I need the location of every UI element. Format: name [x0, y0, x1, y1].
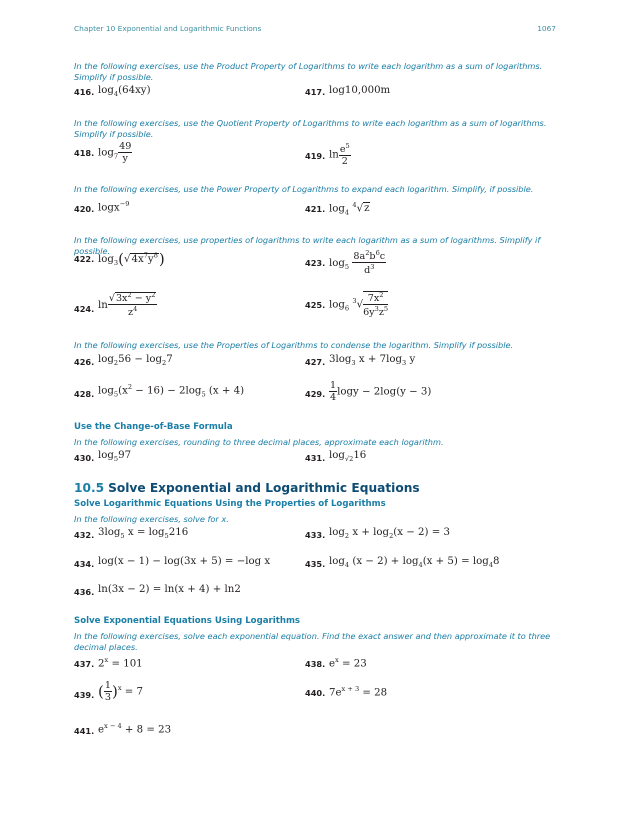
- instructions-change-of-base: In the following exercises, rounding to three decimal places, approximate each logarithm.: [74, 437, 444, 447]
- exercise-number: 418.: [74, 148, 95, 158]
- exercise-number: 428.: [74, 389, 95, 399]
- exercise-number: 423.: [305, 258, 326, 268]
- exercise-number: 437.: [74, 659, 95, 669]
- exercise-433-expression: $\log_2 x + \log_2(x - 2) = 3$: [329, 527, 450, 541]
- subhead-change-of-base: Use the Change-of-Base Formula: [74, 422, 233, 432]
- exercise-number: 420.: [74, 204, 95, 214]
- exercise-439-expression: ( $\frac{1}{3}$ )$^x$ = 7: [98, 680, 144, 703]
- exercise-number: 422.: [74, 254, 95, 264]
- running-header-chapter: Chapter 10 Exponential and Logarithmic Functions: [74, 24, 262, 33]
- exercise-434-expression: log(x − 1) − log(3x + 5) = −log x: [98, 556, 271, 567]
- exercise-number: 424.: [74, 304, 95, 314]
- exercise-429-expression: $\frac{1}{4}$ logy − 2log(y − 3): [330, 380, 432, 403]
- exercise-number: 426.: [74, 357, 95, 367]
- exercise-425-expression: $\log_6 ^3√$ $\frac{7x^2}{6y^3z^5}$: [329, 291, 389, 318]
- exercise-420-expression: logx$^{-9}$: [98, 200, 130, 214]
- instructions-power-property: In the following exercises, use the Power Property of Logarithms to expand each logarithm. Simplify, if possible.: [74, 184, 534, 194]
- instructions-condense: In the following exercises, use the Properties of Logarithms to condense the logarithm. Simplify if possible.: [74, 340, 514, 350]
- exercise-428-expression: $\log_5(x^2 - 16) - 2\log_5$ (x + 4): [98, 383, 245, 399]
- exercise-436-expression: ln(3x − 2) = ln(x + 4) + ln2: [98, 584, 241, 595]
- exercise-number: 417.: [305, 87, 326, 97]
- instructions-product-property: In the following exercises, use the Product Property of Logarithms to write each logarithm as a sum of logarithms. Simplify if possible.: [74, 61, 543, 82]
- exercise-number: 430.: [74, 453, 95, 463]
- exercise-number: 419.: [305, 151, 326, 161]
- exercise-number: 431.: [305, 453, 326, 463]
- instructions-properties-sum: In the following exercises, use properties of logarithms to write each logarithm as a sum of logarithms. Simplify if possible.: [74, 235, 541, 256]
- exercise-number: 425.: [305, 300, 326, 310]
- exercise-426-expression: $\log_256 - \log_27$: [98, 354, 173, 368]
- exercise-number: 433.: [305, 530, 326, 540]
- exercise-number: 421.: [305, 204, 326, 214]
- exercise-438-expression: $e^x = 23$: [329, 656, 367, 670]
- exercise-number: 435.: [305, 559, 326, 569]
- exercise-number: 432.: [74, 530, 95, 540]
- exercise-424-expression: ln $\frac{√3x^2 - y^2}{z^4}$: [98, 291, 156, 318]
- exercise-number: 429.: [305, 389, 326, 399]
- subhead-solve-logarithmic: Solve Logarithmic Equations Using the Properties of Logarithms: [74, 499, 386, 509]
- exercise-440-expression: $7e^{x + 3} = 28$: [329, 685, 388, 699]
- exercise-422-expression: $\log_3(√4x^7y^8)$: [98, 250, 165, 268]
- section-heading: 10.5 Solve Exponential and Logarithmic Equations: [74, 481, 420, 495]
- instructions-solve-exponential: In the following exercises, solve each exponential equation. Find the exact answer and then approximate it to three decimal places.: [74, 631, 551, 652]
- exercise-432-expression: $3\log_5$ $x = \log_5216$: [98, 527, 189, 541]
- exercise-435-expression: $\log_4 (x - 2) + \log_4(x + 5) = \log_48$: [329, 556, 500, 570]
- exercise-number: 438.: [305, 659, 326, 669]
- exercise-number: 427.: [305, 357, 326, 367]
- instructions-quotient-property: In the following exercises, use the Quotient Property of Logarithms to write each logarithm as a sum of logarithms. Simplify if possible.: [74, 118, 547, 139]
- exercise-419-expression: ln $\frac{e^5}{2}$: [329, 142, 350, 167]
- page-number: 1067: [537, 24, 556, 33]
- exercise-417-expression: log10,000m: [329, 85, 391, 96]
- exercise-number: 416.: [74, 87, 95, 97]
- exercise-416-expression: $\log_4(64xy)$: [98, 85, 151, 99]
- exercise-number: 436.: [74, 587, 95, 597]
- exercise-number: 441.: [74, 726, 95, 736]
- exercise-421-expression: $\log_4 ^4√z$: [329, 201, 370, 217]
- exercise-427-expression: $3\log_3$ $x + 7\log_3$ y: [329, 354, 416, 368]
- exercise-number: 434.: [74, 559, 95, 569]
- exercise-431-expression: $\log_{√2}16$: [329, 450, 367, 464]
- subhead-solve-exponential: Solve Exponential Equations Using Logarithms: [74, 616, 301, 626]
- exercise-437-expression: $2^x = 101$: [98, 656, 143, 670]
- exercise-423-expression: $\log_5$ $\frac{8a^2b^6c}{d^3}$: [329, 249, 386, 276]
- exercise-430-expression: $\log_597$: [98, 450, 132, 464]
- exercise-441-expression: $e^{x - 4} + 8 = 23$: [98, 722, 172, 736]
- exercise-number: 439.: [74, 690, 95, 700]
- exercise-418-expression: $\log_7$ $\frac{49}{y}$: [98, 141, 132, 164]
- instructions-solve-for-x: In the following exercises, solve for x.: [74, 514, 229, 524]
- exercise-number: 440.: [305, 688, 326, 698]
